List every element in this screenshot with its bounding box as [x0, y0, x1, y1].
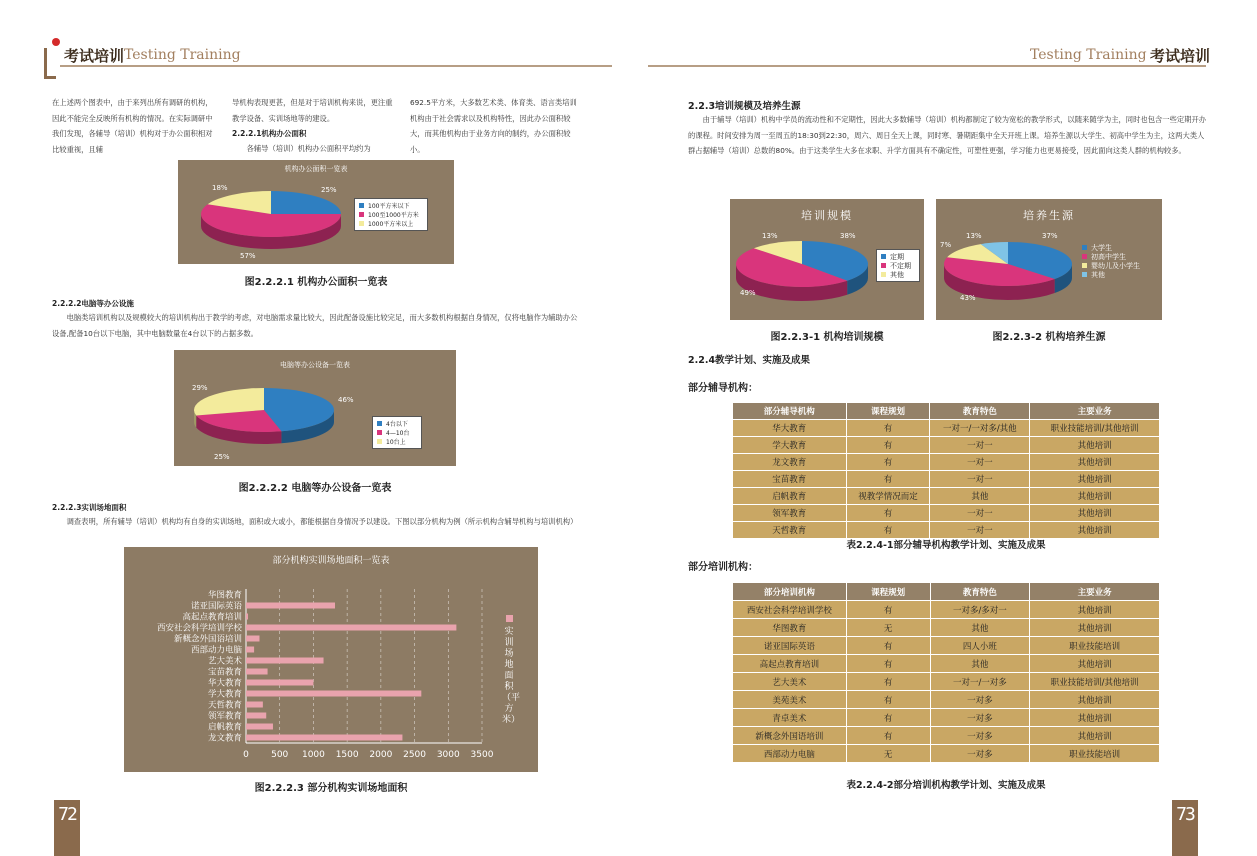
legend-label: 其他 — [890, 270, 904, 279]
pie-label: 13% — [966, 232, 982, 240]
pie-label: 46% — [338, 396, 354, 404]
legend-label: 不定期 — [890, 261, 911, 270]
table-row — [733, 727, 1160, 745]
bar — [246, 702, 263, 708]
left-page-number: 72 — [58, 804, 76, 825]
column-header: 部分培训机构 — [733, 583, 847, 601]
table-cell: 宝苗教育 — [733, 471, 847, 488]
table-cell: 一对多/多对一 — [930, 601, 1030, 619]
x-tick-label: 1000 — [301, 750, 325, 760]
legend-label: 1000平方米以上 — [368, 221, 414, 228]
training-institutions-table — [732, 582, 1160, 763]
table-cell: 其他 — [930, 488, 1030, 505]
table-cell: 诺亚国际英语 — [733, 637, 847, 655]
column-header: 主要业务 — [1030, 583, 1160, 601]
table-cell: 华图教育 — [733, 619, 847, 637]
table-cell: 其他培训 — [1030, 727, 1160, 745]
left-header-accent-bar — [44, 48, 47, 78]
pie-label: 25% — [321, 186, 337, 194]
chart-legend — [876, 249, 920, 282]
table-row — [733, 437, 1160, 454]
table-cell: 其他培训 — [1030, 488, 1160, 505]
table-cell: 一对一 — [930, 522, 1030, 539]
table-cell: 天哲教育 — [733, 522, 847, 539]
legend-item — [377, 419, 417, 428]
table-row — [733, 745, 1160, 763]
right-header-en: Testing Training — [1030, 47, 1147, 63]
left-header-en: Testing Training — [124, 47, 241, 63]
heading-224: 2.2.4教学计划、实施及成果 — [688, 355, 811, 366]
legend-swatch — [359, 212, 364, 217]
table-cell: 职业技能培训 — [1030, 637, 1160, 655]
legend-swatch — [377, 421, 382, 426]
right-header-cn: 考试培训 — [1150, 47, 1211, 65]
legend-item — [377, 437, 417, 446]
legend-item — [359, 210, 423, 219]
chart-legend — [1078, 241, 1160, 281]
x-tick-label: 2000 — [369, 750, 393, 760]
pie-slice — [271, 191, 341, 214]
table-row — [733, 601, 1160, 619]
legend-swatch — [377, 430, 382, 435]
legend-label: 大学生 — [1091, 243, 1112, 252]
table-cell: 有 — [846, 522, 930, 539]
table-row — [733, 655, 1160, 673]
table-cell: 一对一/一对多 — [930, 673, 1030, 691]
training-scale-chart — [730, 199, 924, 320]
legend-item — [359, 219, 423, 228]
table-row — [733, 637, 1160, 655]
pie-label: 57% — [240, 252, 256, 260]
column-header: 教育特色 — [930, 403, 1030, 420]
table-cell: 其他 — [930, 619, 1030, 637]
right-header-rule — [648, 65, 1206, 67]
pie-label: 43% — [960, 294, 976, 302]
table-cell: 启帆教育 — [733, 488, 847, 505]
table-cell: 一对一 — [930, 437, 1030, 454]
pie-label: 38% — [840, 232, 856, 240]
x-tick-label: 3000 — [436, 750, 460, 760]
legend-label: 初高中学生 — [1091, 252, 1126, 261]
y-category-label: 宝苗教育 — [207, 667, 242, 678]
table-row — [733, 420, 1160, 437]
table-cell: 有 — [846, 601, 930, 619]
column-header: 课程规划 — [846, 583, 930, 601]
bar — [246, 680, 313, 686]
table-row — [733, 488, 1160, 505]
pie-label: 25% — [214, 453, 230, 461]
right-page-number: 73 — [1176, 804, 1194, 825]
legend-label: 其他 — [1091, 270, 1105, 279]
column-header: 课程规划 — [846, 403, 930, 420]
table-cell: 其他培训 — [1030, 691, 1160, 709]
table-cell: 有 — [846, 709, 930, 727]
table-cell: 其他培训 — [1030, 505, 1160, 522]
legend-swatch — [881, 263, 886, 268]
bar-chart-svg — [124, 547, 538, 772]
table-cell: 其他培训 — [1030, 601, 1160, 619]
bar — [246, 724, 273, 730]
y-category-label: 西安社会科学培训学校 — [156, 623, 242, 634]
y-category-label: 领军教育 — [207, 711, 242, 722]
student-source-chart — [936, 199, 1162, 320]
legend-swatch — [359, 221, 364, 226]
table-header-row — [733, 583, 1160, 601]
chart-title: 培训规模 — [801, 209, 853, 222]
legend-label: 10台上 — [386, 439, 406, 446]
chart-title: 电脑等办公设备一览表 — [280, 361, 350, 369]
bar — [246, 658, 324, 664]
figure-caption-2: 图2.2.2.2 电脑等办公设备一览表 — [238, 483, 392, 494]
column-header: 部分辅导机构 — [733, 403, 847, 420]
figure-caption-5: 图2.2.3-2 机构培养生源 — [992, 332, 1106, 343]
legend-item — [359, 201, 423, 210]
legend-label: 定期 — [890, 252, 904, 261]
chart-legend — [354, 198, 428, 231]
table-cell: 有 — [846, 454, 930, 471]
table-cell: 职业技能培训/其他培训 — [1030, 420, 1160, 437]
table-cell: 一对一 — [930, 454, 1030, 471]
legend-label: 100至1000平方米 — [368, 212, 419, 219]
legend-label: 4—10台 — [386, 430, 410, 437]
y-category-label: 西部动力电脑 — [190, 645, 242, 656]
legend-label: 4台以下 — [386, 421, 408, 428]
table-caption-2: 表2.2.4-2部分培训机构教学计划、实施及成果 — [846, 780, 1046, 791]
left-header-rule — [60, 65, 612, 67]
table-cell: 其他培训 — [1030, 471, 1160, 488]
intro-column-2b: 各辅导（培训）机构办公面积平均约为 — [246, 144, 371, 153]
table-cell: 一对多 — [930, 709, 1030, 727]
legend-swatch — [1082, 263, 1087, 268]
table-cell: 青卓美术 — [733, 709, 847, 727]
table-cell: 职业技能培训/其他培训 — [1030, 673, 1160, 691]
figure-caption-3: 图2.2.2.3 部分机构实训场地面积 — [254, 783, 408, 794]
table-header-row — [733, 403, 1160, 420]
table-row — [733, 619, 1160, 637]
table-cell: 有 — [846, 673, 930, 691]
legend-label: 100平方米以下 — [368, 203, 410, 210]
table-cell: 其他培训 — [1030, 522, 1160, 539]
computer-devices-chart — [174, 350, 456, 466]
table-cell: 西部动力电脑 — [733, 745, 847, 763]
table-cell: 其他培训 — [1030, 709, 1160, 727]
left-header-accent-dot — [52, 38, 60, 46]
figure-caption-1: 图2.2.2.1 机构办公面积一览表 — [244, 277, 388, 288]
table-row — [733, 709, 1160, 727]
y-category-label: 启帆教育 — [207, 722, 242, 733]
table-cell: 其他培训 — [1030, 655, 1160, 673]
pie-label: 49% — [740, 289, 756, 297]
paragraph-2222: 电脑类培训机构以及规模较大的培训机构出于教学的考虑，对电脑需求量比较大，因此配备设施比较完足，而大多数机构根据自身情况，仅将电脑作为辅助办公设备,配备10台以下电脑，其中电脑数量在4台以下的占据多数。 — [52, 313, 578, 338]
bar — [246, 735, 402, 741]
chart-title: 机构办公面积一览表 — [284, 165, 348, 173]
intro-column-3: 692.5平方米，大多数艺术类、体育类、语言类培训机构由于社会需求以及机构特性，因此办公面积较大，而其他机构由于业务方向的制约，办公面积较小。 — [410, 98, 577, 154]
heading-223: 2.2.3培训规模及培养生源 — [688, 101, 801, 112]
heading-2221: 2.2.2.1机构办公面积 — [232, 129, 307, 138]
table-cell: 高起点教育培训 — [733, 655, 847, 673]
legend-swatch — [359, 203, 364, 208]
column-header: 主要业务 — [1030, 403, 1160, 420]
table-cell: 艺大美术 — [733, 673, 847, 691]
table-cell: 其他培训 — [1030, 454, 1160, 471]
table-cell: 有 — [846, 420, 930, 437]
legend-item — [881, 270, 915, 279]
table-cell: 学大教育 — [733, 437, 847, 454]
table-cell: 有 — [846, 727, 930, 745]
legend-swatch — [881, 272, 886, 277]
y-category-label: 诺亚国际英语 — [190, 601, 242, 612]
chart-title: 部分机构实训场地面积一览表 — [272, 556, 390, 566]
figure-caption-4: 图2.2.3-1 机构培训规模 — [770, 332, 884, 343]
table-cell: 领军教育 — [733, 505, 847, 522]
bar — [246, 636, 259, 642]
bar — [246, 614, 248, 620]
x-tick-label: 3500 — [470, 750, 494, 760]
y-category-label: 天哲教育 — [207, 700, 242, 711]
table-cell: 有 — [846, 471, 930, 488]
table-cell: 无 — [846, 745, 930, 763]
left-header-accent-foot — [44, 76, 56, 79]
bar — [246, 691, 421, 697]
table-cell: 其他 — [930, 655, 1030, 673]
table-cell: 一对一 — [930, 471, 1030, 488]
legend-swatch — [1082, 272, 1087, 277]
legend-item — [377, 428, 417, 437]
subheading-tutoring: 部分辅导机构： — [688, 383, 758, 394]
table-cell: 新概念外国语培训 — [733, 727, 847, 745]
legend-swatch — [1082, 245, 1087, 250]
table-cell: 一对多 — [930, 727, 1030, 745]
table-cell: 其他培训 — [1030, 437, 1160, 454]
y-category-label: 艺大美术 — [207, 656, 242, 667]
x-tick-label: 1500 — [335, 750, 359, 760]
table-row — [733, 471, 1160, 488]
heading-2222: 2.2.2.2电脑等办公设施 — [52, 299, 134, 308]
training-area-bar-chart — [124, 547, 538, 772]
table-cell: 其他培训 — [1030, 619, 1160, 637]
table-row — [733, 522, 1160, 539]
bar — [246, 713, 266, 719]
table-cell: 龙文教育 — [733, 454, 847, 471]
pie-label: 37% — [1042, 232, 1058, 240]
y-category-label: 高起点教育培训 — [182, 612, 242, 623]
bar — [246, 647, 254, 653]
bar — [246, 669, 268, 675]
legend-swatch — [506, 615, 513, 622]
y-category-label: 华图教育 — [207, 590, 242, 601]
table-cell: 一对一/一对多/其他 — [930, 420, 1030, 437]
y-category-label: 龙文教育 — [207, 733, 242, 744]
table-caption-1: 表2.2.4-1部分辅导机构教学计划、实施及成果 — [846, 540, 1046, 551]
table-cell: 有 — [846, 655, 930, 673]
table-cell: 有 — [846, 691, 930, 709]
pie-label: 7% — [940, 241, 952, 249]
bar — [246, 625, 456, 631]
table-cell: 华大教育 — [733, 420, 847, 437]
subheading-training: 部分培训机构： — [688, 562, 758, 573]
intro-column-1: 在上述两个图表中，由于来列出所有调研的机构，因此不能完全反映所有机构的情况。在实际调研中我们发现，各辅导（培训）机构对于办公面积相对比较重视，且辅 — [52, 98, 213, 154]
paragraph-2223: 调查表明，所有辅导（培训）机构均有自身的实训场地，面积或大或小，都能根据自身情况予以建设。下图以部分机构为例（所示机构含辅导机构与培训机构） — [66, 517, 578, 526]
table-cell: 四人小班 — [930, 637, 1030, 655]
x-tick-label: 500 — [271, 750, 289, 760]
table-cell: 一对一 — [930, 505, 1030, 522]
legend-label: 婴幼儿及小学生 — [1091, 261, 1140, 270]
legend-swatch — [377, 439, 382, 444]
tutoring-institutions-table — [732, 402, 1160, 539]
series-legend-label: 实训场地面积（平方米） — [502, 627, 521, 725]
table-cell: 职业技能培训 — [1030, 745, 1160, 763]
x-tick-label: 0 — [243, 750, 249, 760]
pie-label: 29% — [192, 384, 208, 392]
chart-legend — [372, 416, 422, 449]
table-cell: 视教学情况而定 — [846, 488, 930, 505]
table-row — [733, 673, 1160, 691]
x-tick-label: 2500 — [403, 750, 427, 760]
intro-column-2a: 导机构表现更甚，但是对于培训机构来说，更注重教学设备、实训场地等的建设。 — [232, 98, 393, 123]
bar — [246, 603, 335, 609]
pie-label: 18% — [212, 184, 228, 192]
table-row — [733, 691, 1160, 709]
column-header: 教育特色 — [930, 583, 1030, 601]
table-row — [733, 454, 1160, 471]
y-category-label: 新概念外国语培训 — [173, 634, 242, 645]
table-cell: 一对多 — [930, 745, 1030, 763]
table-row — [733, 505, 1160, 522]
table-cell: 无 — [846, 619, 930, 637]
table-cell: 西安社会科学培训学校 — [733, 601, 847, 619]
table-cell: 有 — [846, 637, 930, 655]
table-cell: 美苑美术 — [733, 691, 847, 709]
pie-label: 13% — [762, 232, 778, 240]
table-cell: 有 — [846, 505, 930, 522]
table-cell: 有 — [846, 437, 930, 454]
y-category-label: 华大教育 — [207, 678, 242, 689]
legend-swatch — [1082, 254, 1087, 259]
paragraph-223: 由于辅导（培训）机构中学员的流动性和不定期性，因此大多数辅导（培训）机构都制定了较为宽松的教学形式，以随来随学为主，同时也包含一些定期开办的课程。时间安排为周一至周五的18:30到22:30，周六、周日全天上课，同时寒、暑期距集中全天开班上课。培养生源以大学生、初高中学生为主，这两大类人群占据辅导（培训）总数的80%。由于这类学生大多在求职、升学方面具有不确定性，可塑性更强，学习能力也更易接受，因此面向这类人群的机构较多。 — [688, 115, 1207, 155]
table-cell: 一对多 — [930, 691, 1030, 709]
legend-item — [1082, 270, 1156, 279]
heading-2223: 2.2.2.3实训场地面积 — [52, 503, 127, 512]
left-header-cn: 考试培训 — [64, 47, 125, 65]
y-category-label: 学大教育 — [207, 689, 242, 700]
legend-swatch — [881, 254, 886, 259]
office-area-chart — [178, 160, 454, 264]
chart-title: 培养生源 — [1023, 209, 1075, 222]
